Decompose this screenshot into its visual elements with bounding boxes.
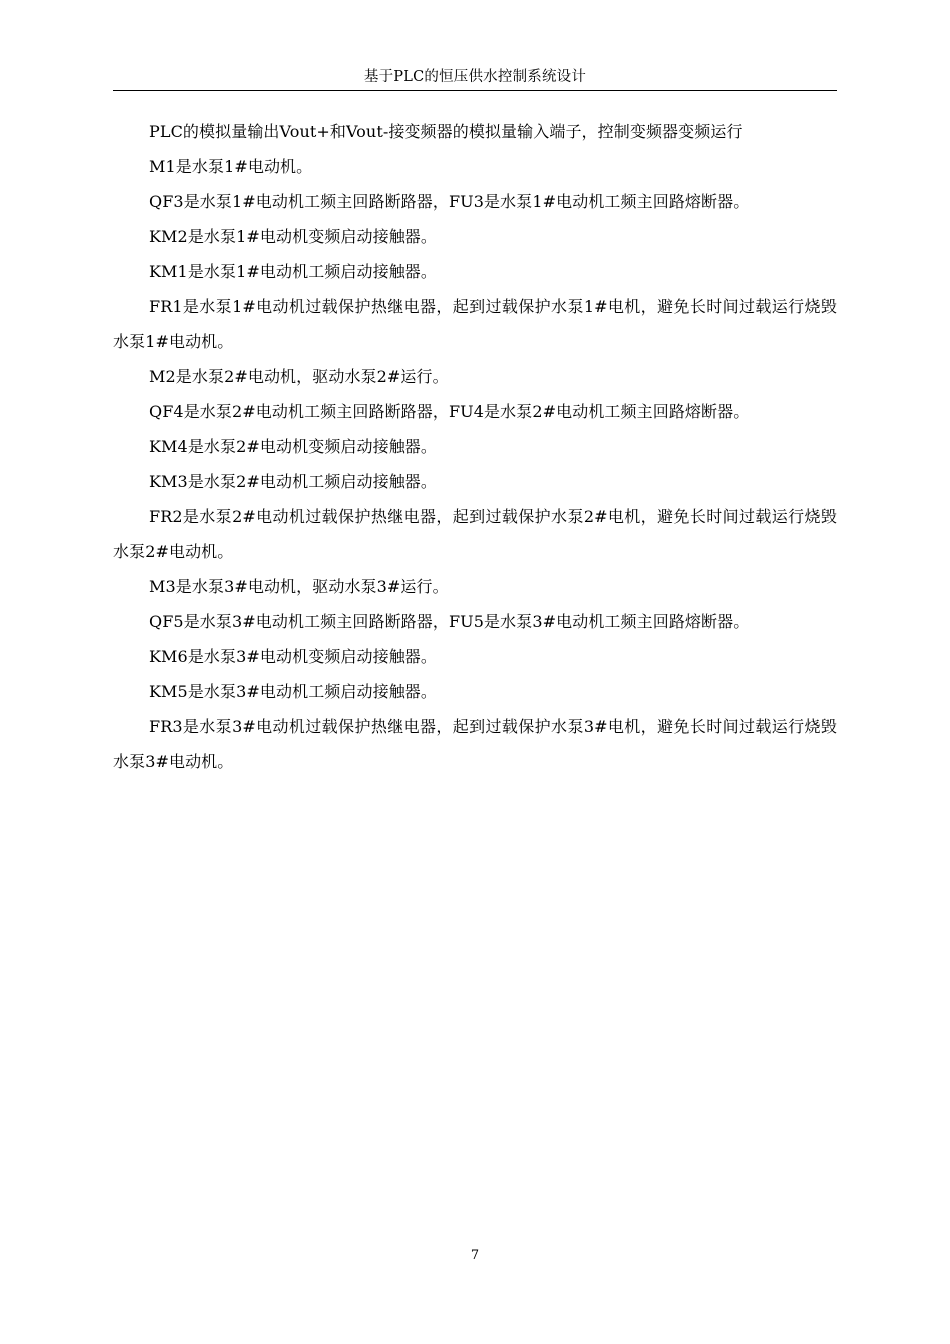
paragraph-fr2: FR2是水泵2#电动机过载保护热继电器，起到过载保护水泵2#电机，避免长时间过载运行烧毁水泵2#电动机。 xyxy=(113,507,837,561)
header-title: 基于PLC的恒压供水控制系统设计 xyxy=(363,69,587,85)
paragraph-km5: KM5是水泵3#电动机工频启动接触器。 xyxy=(149,682,438,701)
paragraph-fr3: FR3是水泵3#电动机过载保护热继电器，起到过载保护水泵3#电机，避免长时间过载运行烧毁水泵3#电动机。 xyxy=(113,717,837,771)
paragraph-fr1: FR1是水泵1#电动机过载保护热继电器，起到过载保护水泵1#电机，避免长时间过载运行烧毁水泵1#电动机。 xyxy=(113,297,837,351)
paragraph-qf3-fu3: QF3是水泵1#电动机工频主回路断路器，FU3是水泵1#电动机工频主回路熔断器。 xyxy=(149,192,750,211)
document-body xyxy=(113,114,837,779)
paragraph-km4: KM4是水泵2#电动机变频启动接触器。 xyxy=(149,437,438,456)
paragraph-qf5-fu5: QF5是水泵3#电动机工频主回路断路器，FU5是水泵3#电动机工频主回路熔断器。 xyxy=(149,612,750,631)
paragraph-km2: KM2是水泵1#电动机变频启动接触器。 xyxy=(149,227,438,246)
page-header xyxy=(113,66,837,91)
paragraph-km1: KM1是水泵1#电动机工频启动接触器。 xyxy=(149,262,438,281)
paragraph-km6: KM6是水泵3#电动机变频启动接触器。 xyxy=(149,647,438,666)
page-number: 7 xyxy=(470,1248,480,1263)
paragraph-m1: M1是水泵1#电动机。 xyxy=(149,157,313,176)
paragraph-qf4-fu4: QF4是水泵2#电动机工频主回路断路器，FU4是水泵2#电动机工频主回路熔断器。 xyxy=(149,402,750,421)
paragraph-plc-analog-output: PLC的模拟量输出Vout+和Vout-接变频器的模拟量输入端子，控制变频器变频运行 xyxy=(149,122,743,141)
paragraph-m3: M3是水泵3#电动机，驱动水泵3#运行。 xyxy=(149,577,449,596)
paragraph-m2: M2是水泵2#电动机，驱动水泵2#运行。 xyxy=(149,367,449,386)
paragraph-km3: KM3是水泵2#电动机工频启动接触器。 xyxy=(149,472,438,491)
